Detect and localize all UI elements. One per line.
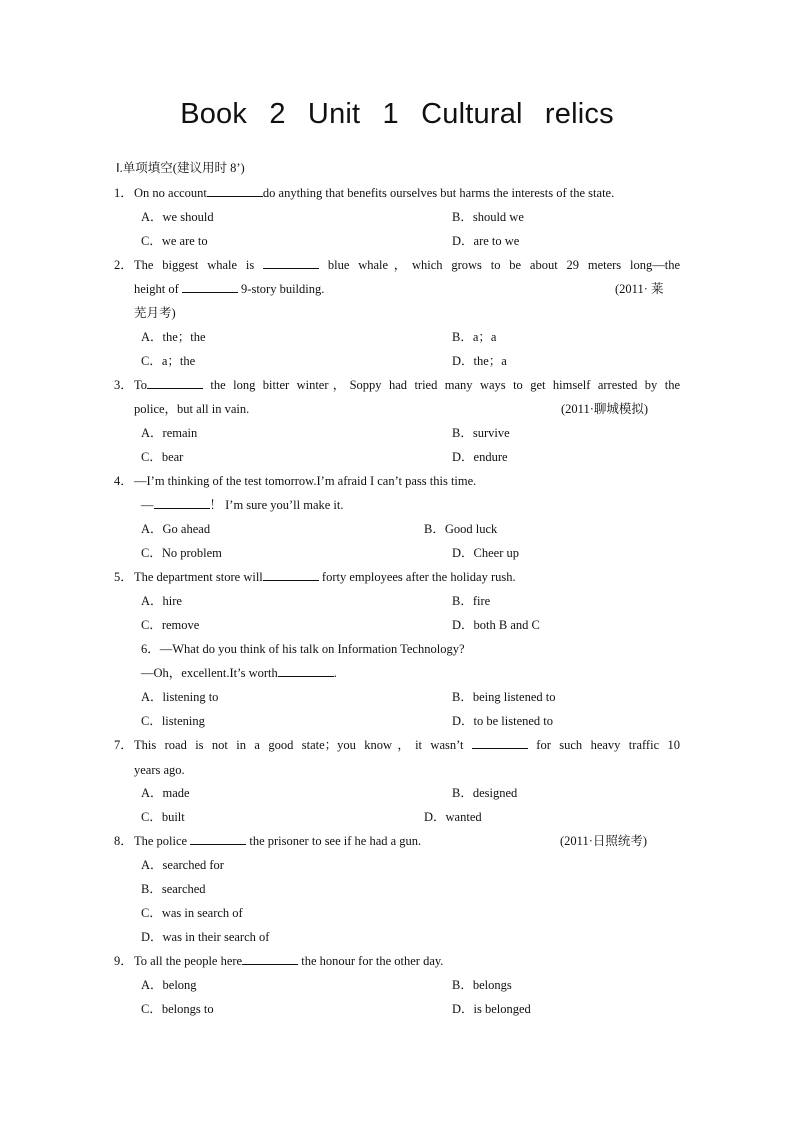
q1-blank — [207, 185, 263, 197]
q7-option-b: B．designed — [452, 786, 518, 800]
q8-option-d: D．was in their search of — [141, 930, 270, 944]
q1-stem-post: do anything that benefits ourselves but harms the interests of the state. — [262, 186, 615, 200]
q4-blank — [154, 497, 210, 509]
q6-option-b: B．being listened to — [452, 690, 556, 704]
q3-option-a: A．remain — [141, 426, 198, 440]
q2-stem — [134, 257, 680, 273]
q3-source: (2011·聊城模拟) — [561, 402, 649, 416]
q2-stem-pre: The biggest whale is — [134, 258, 264, 272]
q2-option-b: B．a；a — [452, 330, 497, 344]
q5-number: 5． — [114, 570, 133, 584]
q2-option-c: C．a；the — [141, 354, 196, 368]
q2-blank-2 — [182, 281, 238, 293]
q6-option-d: D．to be listened to — [452, 714, 554, 728]
q3-stem-pre: To — [134, 378, 148, 392]
q5-stem — [134, 569, 516, 585]
q5-stem-post: forty employees after the holiday rush. — [318, 570, 516, 584]
q2-number: 2． — [114, 258, 133, 272]
q4-stem-line2 — [141, 497, 344, 513]
q2-line2-pre: height of — [134, 282, 182, 296]
q6-blank — [278, 665, 334, 677]
q4-option-b: B．Good luck — [424, 522, 498, 536]
q2-source: (2011· 莱 — [615, 282, 664, 296]
q4-stem: —I’m thinking of the test tomorrow.I’m afraid I can’t pass this time. — [134, 474, 477, 488]
q8-option-c: C．was in search of — [141, 906, 243, 920]
q1-option-d: D．are to we — [452, 234, 520, 248]
q1-option-b: B．should we — [452, 210, 524, 224]
q9-blank — [242, 953, 298, 965]
q8-option-a: A．searched for — [141, 858, 224, 872]
q1-stem-pre: On no account — [134, 186, 207, 200]
q7-stem-post: for such heavy traffic 10 — [527, 738, 681, 752]
q9-option-b: B．belongs — [452, 978, 512, 992]
q7-blank — [472, 737, 528, 749]
q7-option-a: A．made — [141, 786, 190, 800]
q2-line2-post: 9-story building. — [237, 282, 325, 296]
q5-option-d: D．both B and C — [452, 618, 540, 632]
q5-blank — [263, 569, 319, 581]
q1-option-a: A．we should — [141, 210, 214, 224]
q7-stem-pre: This road is not in a good state；you know，it wasn’t — [134, 738, 472, 752]
q9-option-c: C．belongs to — [141, 1002, 214, 1016]
q9-option-d: D．is belonged — [452, 1002, 531, 1016]
q6-line2-post: . — [333, 666, 337, 680]
q4-option-d: D．Cheer up — [452, 546, 519, 560]
q6-option-a: A．listening to — [141, 690, 219, 704]
q5-option-c: C．remove — [141, 618, 200, 632]
q9-stem-pre: To all the people here — [134, 954, 243, 968]
q4-option-c: C．No problem — [141, 546, 222, 560]
q3-option-c: C．bear — [141, 450, 184, 464]
q8-stem — [134, 833, 421, 849]
q3-option-b: B．survive — [452, 426, 510, 440]
q4-option-a: A．Go ahead — [141, 522, 211, 536]
q9-stem — [134, 953, 443, 969]
q2-option-a: A．the；the — [141, 330, 206, 344]
q6-option-c: C．listening — [141, 714, 205, 728]
q9-number: 9． — [114, 954, 133, 968]
q2-stem-line2 — [134, 281, 324, 297]
q7-option-c: C．built — [141, 810, 185, 824]
q8-source: (2011·日照统考) — [560, 834, 648, 848]
q8-blank — [190, 833, 246, 845]
q2-option-d: D．the；a — [452, 354, 507, 368]
q3-option-d: D．endure — [452, 450, 508, 464]
q6-stem-line2 — [141, 665, 337, 681]
q6-stem: 6．—What do you think of his talk on Information Technology? — [141, 642, 465, 656]
q1-stem — [134, 185, 614, 201]
q4-line2-pre: — — [141, 498, 154, 512]
page-title: Book 2 Unit 1 Cultural relics — [180, 98, 614, 130]
q1-number: 1． — [114, 186, 133, 200]
q3-blank — [147, 377, 203, 389]
q9-stem-post: the honour for the other day. — [298, 954, 444, 968]
q2-source-cont: 芜月考) — [134, 306, 176, 320]
q4-line2-post: ！ I’m sure you’ll make it. — [209, 498, 344, 512]
q7-number: 7． — [114, 738, 133, 752]
q8-stem-pre: The police — [134, 834, 191, 848]
q2-blank-1 — [263, 257, 319, 269]
q8-number: 8． — [114, 834, 133, 848]
q8-stem-post: the prisoner to see if he had a gun. — [246, 834, 422, 848]
q5-option-a: A．hire — [141, 594, 182, 608]
section-heading: Ⅰ.单项填空(建议用时 8’) — [116, 161, 245, 175]
q7-stem-line2: years ago. — [134, 763, 185, 777]
q5-stem-pre: The department store will — [134, 570, 263, 584]
q2-stem-post: blue whale，which grows to be about 29 meters long—the — [319, 258, 680, 272]
q8-option-b: B．searched — [141, 882, 206, 896]
q3-stem-line2: police，but all in vain. — [134, 402, 250, 416]
q9-option-a: A．belong — [141, 978, 197, 992]
q7-option-d: D．wanted — [424, 810, 482, 824]
q6-line2-pre: —Oh，excellent.It’s worth — [141, 666, 278, 680]
q5-option-b: B．fire — [452, 594, 491, 608]
q7-stem — [134, 737, 680, 753]
q3-stem-post: the long bitter winter，Soppy had tried many ways to get himself arrested by the — [203, 378, 680, 392]
q1-option-c: C．we are to — [141, 234, 208, 248]
q3-number: 3． — [114, 378, 133, 392]
q3-stem — [134, 377, 680, 393]
q4-number: 4． — [114, 474, 133, 488]
